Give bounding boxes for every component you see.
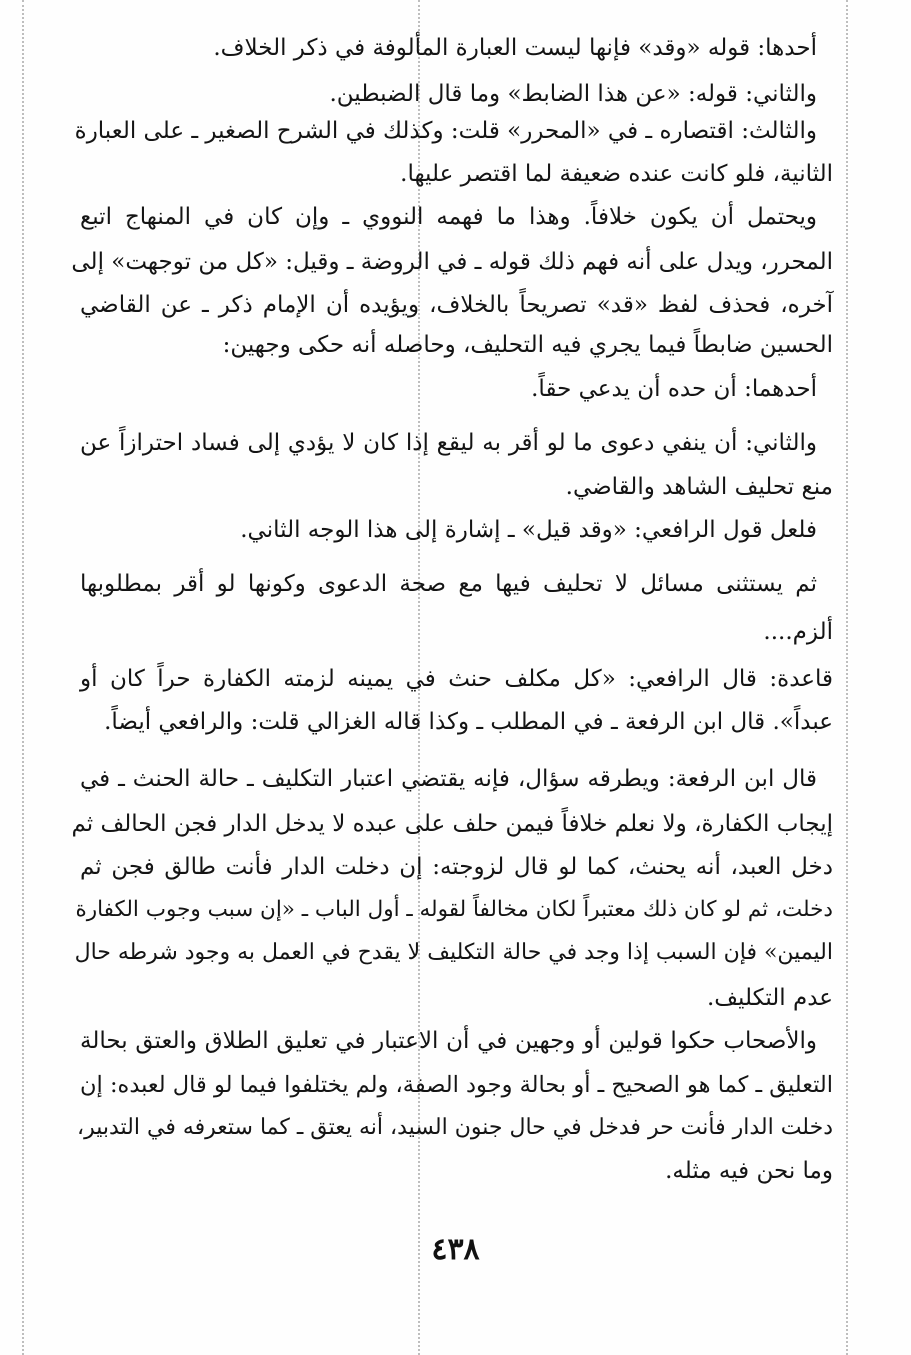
- text-line: فلعل قول الرافعي: «وقد قيل» ـ إشارة إلى هذا الوجه الثاني.: [240, 517, 817, 543]
- text-line: ألزم....: [763, 619, 833, 645]
- text-line: عدم التكليف.: [706, 985, 833, 1011]
- text-line: دخلت الدار فأنت حر فدخل في حال جنون السيد، أنه يعتق ـ كما ستعرفه في التدبير،: [76, 1115, 833, 1140]
- text-line: وما نحن فيه مثله.: [665, 1158, 833, 1184]
- text-line: دخلت، ثم لو كان ذلك معتبراً لكان مخالفاً لقوله ـ أول الباب ـ «إن سبب وجوب الكفارة: [75, 897, 833, 922]
- text-line: المحرر، ويدل على أنه فهم ذلك قوله ـ في الروضة ـ وقيل: «كل من توجهت» إلى: [71, 249, 833, 275]
- text-line: قال ابن الرفعة: ويطرقه سؤال، فإنه يقتضي اعتبار التكليف ـ حالة الحنث ـ في: [80, 766, 817, 792]
- text-line: والأصحاب حكوا قولين أو وجهين في أن الاعتبار في تعليق الطلاق والعتق بحالة: [80, 1028, 817, 1054]
- text-line: إيجاب الكفارة، ولا نعلم خلافاً فيمن حلف على عبده لا يدخل الدار فجن الحالف ثم: [71, 811, 833, 837]
- text-line: والثاني: قوله: «عن هذا الضابط» وما قال الضبطين.: [329, 81, 817, 107]
- text-line: الثانية، فلو كانت عنده ضعيفة لما اقتصر عليها.: [400, 161, 833, 187]
- text-line: التعليق ـ كما هو الصحيح ـ أو بحالة وجود الصفة، ولم يختلفوا فيما لو قال لعبده: إن: [80, 1072, 833, 1098]
- text-line: اليمين» فإن السبب إذا وجد في حالة التكليف لا يقدح في العمل به وجود شرطه حال: [74, 940, 833, 965]
- text-line: الحسين ضابطاً فيما يجري فيه التحليف، وحاصله أنه حكى وجهين:: [222, 332, 833, 358]
- text-line: آخره، فحذف لفظ «قد» تصريحاً بالخلاف، ويؤيده أن الإمام ذكر ـ عن القاضي: [80, 292, 833, 318]
- scan-margin-line-left: [22, 0, 24, 1355]
- text-line: والثالث: اقتصاره ـ في «المحرر» قلت: وكذلك في الشرح الصغير ـ على العبارة: [74, 118, 817, 144]
- page-number: ٤٣٨: [431, 1232, 480, 1267]
- text-line: ثم يستثنى مسائل لا تحليف فيها مع صحة الدعوى وكونها لو أقر بمطلوبها: [80, 571, 817, 597]
- text-line: منع تحليف الشاهد والقاضي.: [565, 474, 833, 500]
- text-line: أحدها: قوله «وقد» فإنها ليست العبارة المألوفة في ذكر الخلاف.: [213, 35, 817, 61]
- text-line: أحدهما: أن حده أن يدعي حقاً.: [531, 376, 817, 402]
- text-line: ويحتمل أن يكون خلافاً. وهذا ما فهمه النووي ـ وإن كان في المنهاج اتبع: [80, 204, 817, 230]
- text-line: والثاني: أن ينفي دعوى ما لو أقر به ليقع إذا كان لا يؤدي إلى فساد احترازاً عن: [80, 430, 817, 456]
- text-line: عبداً». قال ابن الرفعة ـ في المطلب ـ وكذا قاله الغزالي قلت: والرافعي أيضاً.: [104, 709, 833, 735]
- text-line: دخل العبد، أنه يحنث، كما لو قال لزوجته: إن دخلت الدار فأنت طالق فجن ثم: [80, 854, 833, 880]
- scan-margin-line-right: [846, 0, 848, 1355]
- text-line: قاعدة: قال الرافعي: «كل مكلف حنث في يمينه لزمته الكفارة حراً كان أو: [80, 666, 833, 692]
